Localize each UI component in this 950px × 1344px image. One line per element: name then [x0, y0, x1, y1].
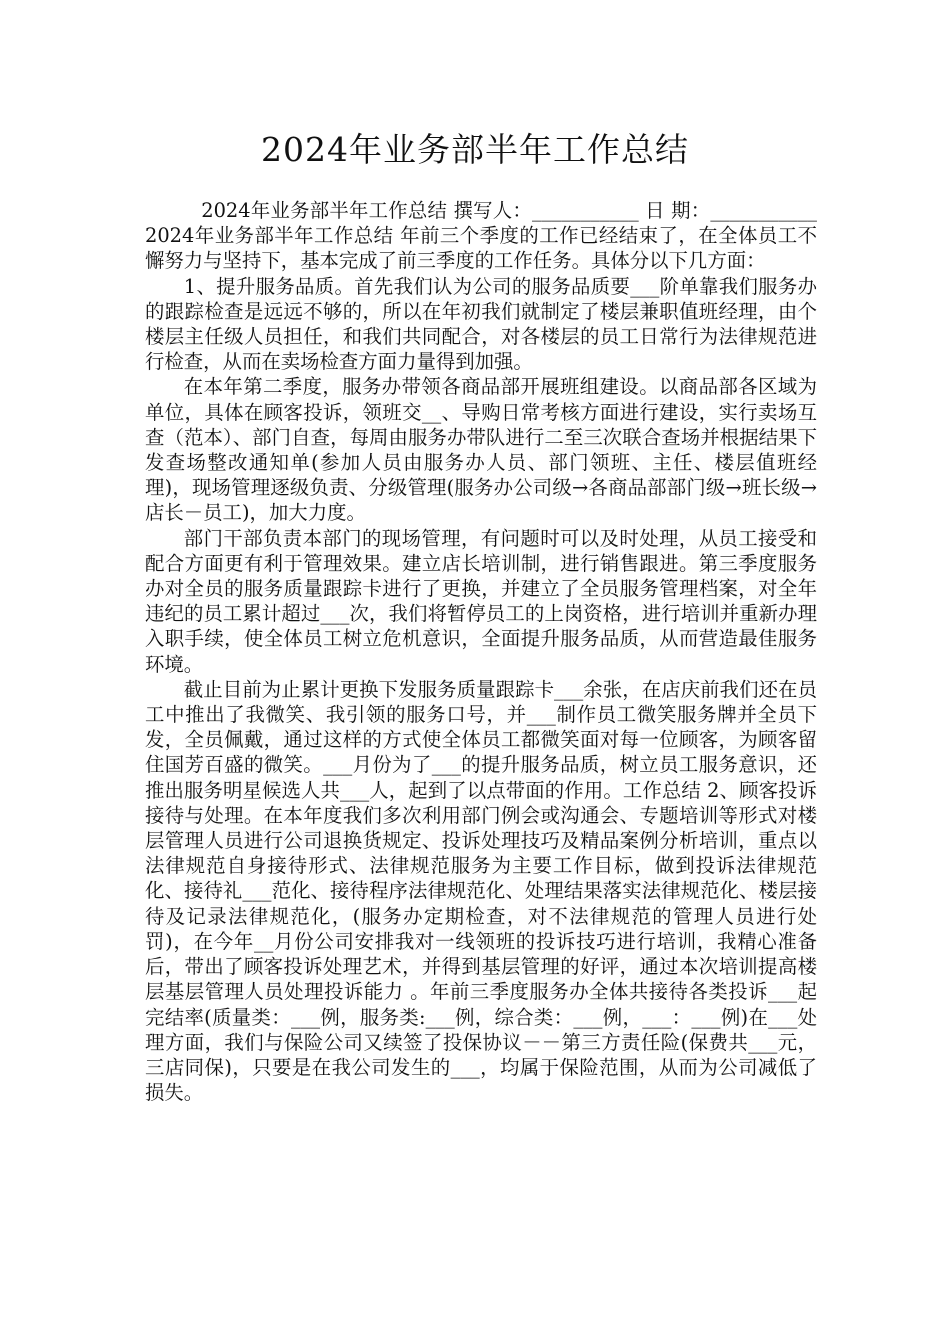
paragraph-intro: 2024年业务部半年工作总结 撰写人：___________ 日 期：___________ 2024年业务部半年工作总结 年前三个季度的工作已经结束了，在全体员工不懈努力与坚持下，基本完成了前三季度的工作任务。具体分以下几方面：	[145, 199, 817, 273]
paragraph-service-quality: 1、提升服务品质。首先我们认为公司的服务品质要___阶单靠我们服务办的跟踪检查是远远不够的，所以在年初我们就制定了楼层兼职值班经理，由个楼层主任级人员担任，和我们共同配合，对各楼层的员工日常行为法律规范进行检查，从而在卖场检查方面力量得到加强。	[145, 274, 817, 374]
page-title: 2024年业务部半年工作总结	[261, 130, 689, 169]
paragraph-site-management: 部门干部负责本部门的现场管理，有问题时可以及时处理，从员工接受和配合方面更有利于管理效果。建立店长培训制，进行销售跟进。第三季度服务办对全员的服务质量跟踪卡进行了更换，并建立了全员服务管理档案，对全年违纪的员工累计超过___次，我们将暂停员工的上岗资格，进行培训并重新办理入职手续，使全体员工树立危机意识，全面提升服务品质，从而营造最佳服务环境。	[145, 526, 817, 676]
document-body	[145, 198, 817, 1105]
paragraph-complaint-handling: 截止目前为止累计更换下发服务质量跟踪卡___余张，在店庆前我们还在员工中推出了我微笑、我引领的服务口号，并___制作员工微笑服务牌并全员下发，全员佩戴，通过这样的方式使全体员工都微笑面对每一位顾客，为顾客留住国芳百盛的微笑。___月份为了___的提升服务品质，树立员工服务意识，还推出服务明星候选人共___人，起到了以点带面的作用。工作总结 2、顾客投诉接待与处理。在本年度我们多次利用部门例会或沟通会、专题培训等形式对楼层管理人员进行公司退换货规定、投诉处理技巧及精品案例分析培训，重点以法律规范自身接待形式、法律规范服务为主要工作目标，做到投诉法律规范化、接待礼___范化、接待程序法律规范化、处理结果落实法律规范化、楼层接待及记录法律规范化，(服务办定期检查，对不法律规范的管理人员进行处罚)，在今年__月份公司安排我对一线领班的投诉技巧进行培训，我精心准备后，带出了顾客投诉处理艺术，并得到基层管理的好评，通过本次培训提高楼层基层管理人员处理投诉能力 。年前三季度服务办全体共接待各类投诉___起完结率(质量类：___例，服务类:___例，综合类：___例，___：___例)在___处理方面，我们与保险公司又续签了投保协议－－第三方责任险(保费共___元，三店同保)，只要是在我公司发生的___，均属于保险范围，从而为公司减低了损失。	[145, 677, 817, 1105]
paragraph-team-building: 在本年第二季度，服务办带领各商品部开展班组建设。以商品部各区域为单位，具体在顾客投诉，领班交__、导购日常考核方面进行建设，实行卖场互查（范本）、部门自查，每周由服务办带队进行二至三次联合查场并根据结果下发查场整改通知单(参加人员由服务办人员、部门领班、主任、楼层值班经理)，现场管理逐级负责、分级管理(服务办公司级→各商品部部门级→班长级→店长－员工)，加大力度。	[145, 375, 817, 525]
